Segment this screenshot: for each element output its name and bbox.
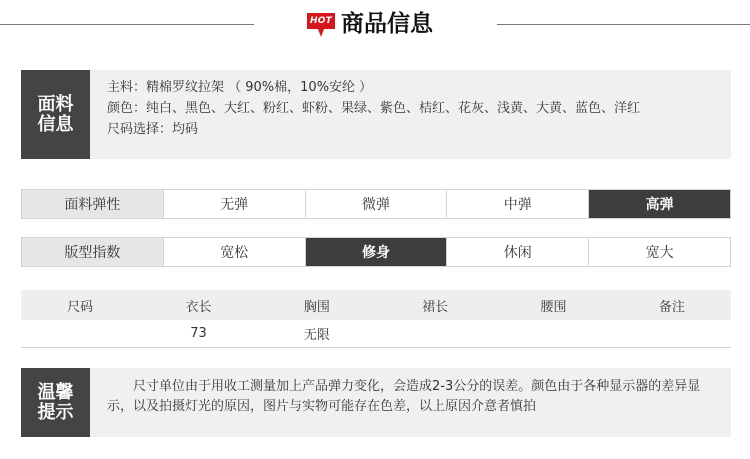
size-header-chest: 胸围 bbox=[258, 290, 376, 320]
hot-badge-icon bbox=[307, 13, 335, 37]
size-table-header-row bbox=[21, 290, 731, 320]
notice-block bbox=[21, 368, 731, 437]
fabric-colors: 颜色：纯白、黑色、大红、粉红、虾粉、果绿、紫色、桔红、花灰、浅黄、大黄、蓝色、洋红 bbox=[107, 101, 641, 116]
size-header-skirt-length: 裙长 bbox=[376, 290, 494, 320]
fabric-details bbox=[107, 77, 721, 140]
hot-badge-text: HOT bbox=[310, 16, 332, 26]
fabric-label-line1: 面料 bbox=[37, 93, 74, 115]
fit-option-slim: 修身 bbox=[305, 238, 447, 266]
fit-option-oversized: 宽大 bbox=[588, 238, 730, 266]
notice-label-line2: 提示 bbox=[37, 401, 74, 423]
size-header-size: 尺码 bbox=[21, 290, 139, 320]
notice-label-line1: 温馨 bbox=[37, 381, 74, 403]
elasticity-option-none: 无弹 bbox=[163, 190, 305, 218]
header-divider-right bbox=[497, 24, 750, 25]
fabric-label-line2: 信息 bbox=[37, 113, 74, 135]
size-cell-length: 73 bbox=[139, 320, 257, 348]
elasticity-option-high: 高弹 bbox=[588, 190, 730, 218]
fit-option-loose: 宽松 bbox=[163, 238, 305, 266]
size-cell-chest: 无限 bbox=[258, 320, 376, 348]
fit-label: 版型指数 bbox=[22, 238, 163, 266]
size-header-notes: 备注 bbox=[613, 290, 731, 320]
size-table bbox=[21, 290, 731, 348]
fabric-material: 主料：精棉罗纹拉架 （ 90%棉，10%安纶 ） bbox=[107, 80, 373, 95]
elasticity-option-medium: 中弹 bbox=[446, 190, 588, 218]
notice-label bbox=[21, 368, 90, 437]
size-header-waist: 腰围 bbox=[494, 290, 612, 320]
fabric-info-label bbox=[21, 70, 90, 159]
size-cell-size bbox=[21, 320, 139, 348]
fabric-info-block bbox=[21, 70, 731, 159]
notice-text: 尺寸单位由于用收工测量加上产品弹力变化，会造成2-3公分的误差。颜色由于各种显示器的差异显示，以及拍摄灯光的原因，图片与实物可能存在色差，以上原因介意者慎拍 bbox=[107, 379, 701, 414]
header-divider-left bbox=[0, 24, 254, 25]
size-cell-skirt-length bbox=[376, 320, 494, 348]
size-cell-waist bbox=[494, 320, 612, 348]
elasticity-label: 面料弹性 bbox=[22, 190, 163, 218]
table-row bbox=[21, 320, 731, 348]
fit-row bbox=[21, 237, 731, 267]
fabric-size-option: 尺码选择：均码 bbox=[107, 122, 199, 137]
size-cell-notes bbox=[613, 320, 731, 348]
section-title: 商品信息 bbox=[341, 10, 433, 37]
fit-option-casual: 休闲 bbox=[446, 238, 588, 266]
elasticity-row bbox=[21, 189, 731, 219]
elasticity-option-slight: 微弹 bbox=[305, 190, 447, 218]
size-header-length: 衣长 bbox=[139, 290, 257, 320]
